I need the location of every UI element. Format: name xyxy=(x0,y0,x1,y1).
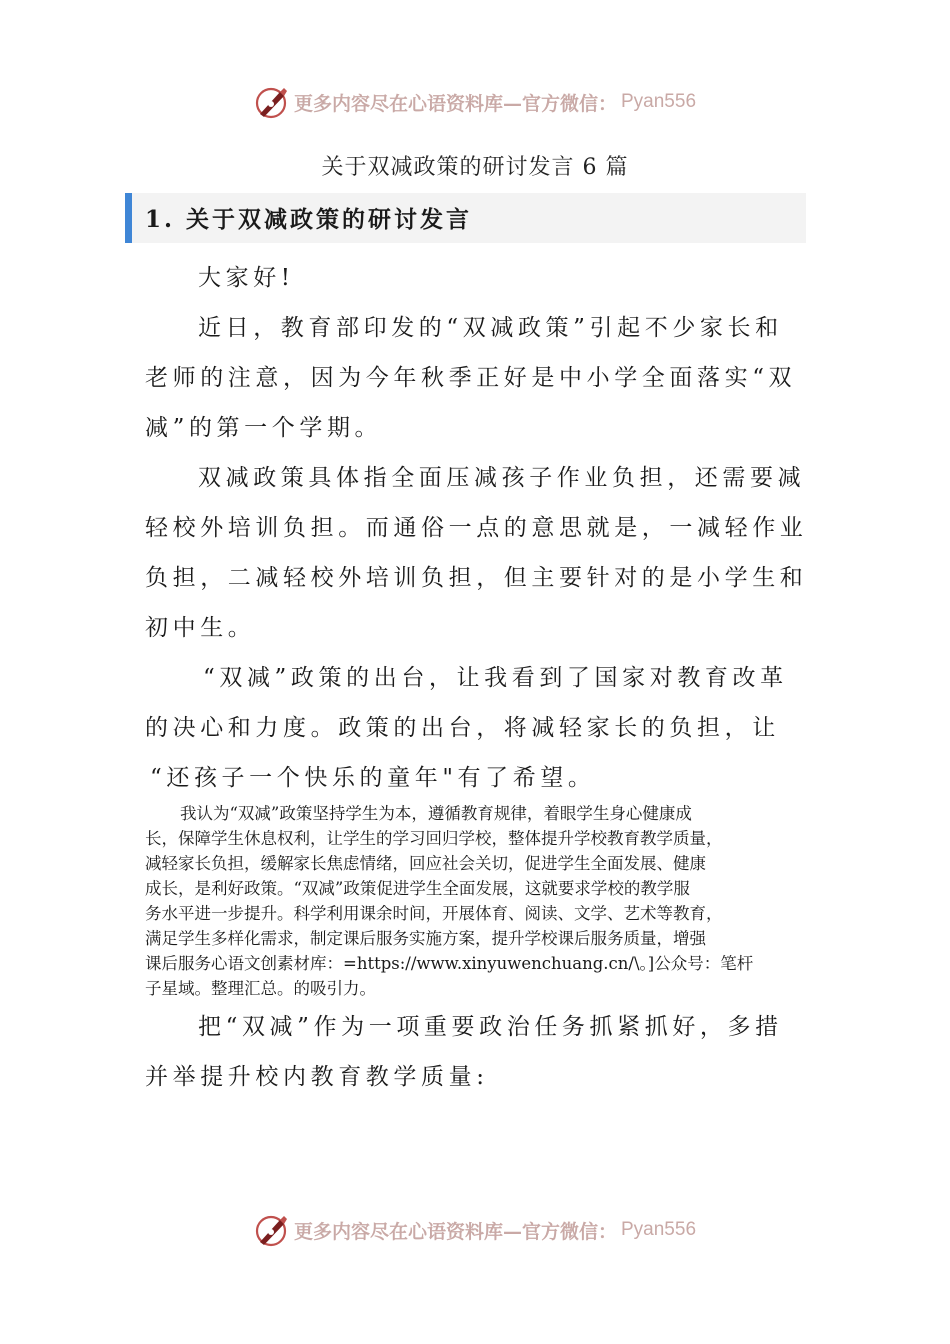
section-accent-bar xyxy=(125,193,132,243)
pen-logo-icon xyxy=(254,1212,290,1248)
small-line: 满足学生多样化需求，制定课后服务实施方案，提升学校课后服务质量，增强 xyxy=(145,929,706,948)
section-heading: 1. 关于双减政策的研讨发言 xyxy=(145,206,473,233)
body-line: 近日，教育部印发的“双减政策”引起不少家长和 xyxy=(198,315,783,341)
small-line: 课后服务心语文创素材库：=https://www.xinyuwenchuang.cn/\。]公众号：笔杆 xyxy=(145,954,754,973)
body-line: 轻校外培训负担。而通俗一点的意思就是，一减轻作业 xyxy=(145,515,808,541)
small-line: 子星域。整理汇总。的吸引力。 xyxy=(145,979,376,998)
body-line: 大家好! xyxy=(198,265,295,291)
small-line: 减轻家长负担，缓解家长焦虑情绪，回应社会关切，促进学生全面发展、健康 xyxy=(145,854,706,873)
banner-wechat-id: Pyan556 xyxy=(621,1219,697,1240)
banner-text: 更多内容尽在心语资料库—官方微信： xyxy=(293,1220,617,1243)
small-line: 成长，是利好政策。“双减”政策促进学生全面发展，这就要求学校的教学服 xyxy=(145,879,690,898)
section-heading-box xyxy=(125,193,806,243)
body-line: 老师的注意，因为今年秋季正好是中小学全面落实“双 xyxy=(145,365,797,391)
body-line: 把“双减”作为一项重要政治任务抓紧抓好，多措 xyxy=(198,1014,783,1040)
small-line: 务水平进一步提升。科学利用课余时间，开展体育、阅读、文学、艺术等教育， xyxy=(145,904,723,923)
pen-logo-icon xyxy=(254,84,290,120)
body-line: 初中生。 xyxy=(145,615,256,641)
small-line: 我认为“双减”政策坚持学生为本，遵循教育规律，着眼学生身心健康成 xyxy=(180,804,692,823)
body-line: 双减政策具体指全面压减孩子作业负担，还需要减 xyxy=(198,465,806,491)
body-line: “还孩子一个快乐的童年"有了希望。 xyxy=(150,765,596,791)
body-line: 的决心和力度。政策的出台，将减轻家长的负担，让 xyxy=(145,715,780,741)
banner-wechat-id: Pyan556 xyxy=(621,91,697,112)
footer-banner xyxy=(0,1208,950,1252)
body-line: 并举提升校内教育教学质量: xyxy=(145,1064,489,1090)
document-title: 关于双减政策的研讨发言 6 篇 xyxy=(321,155,629,180)
small-line: 长，保障学生休息权利，让学生的学习回归学校，整体提升学校教育教学质量， xyxy=(145,829,723,848)
body-line: “双减”政策的出台，让我看到了国家对教育改革 xyxy=(203,665,788,691)
body-line: 负担，二减轻校外培训负担，但主要针对的是小学生和 xyxy=(145,565,808,591)
banner-text: 更多内容尽在心语资料库—官方微信： xyxy=(293,92,617,115)
body-line: 减”的第一个学期。 xyxy=(145,415,383,441)
header-banner xyxy=(0,80,950,124)
